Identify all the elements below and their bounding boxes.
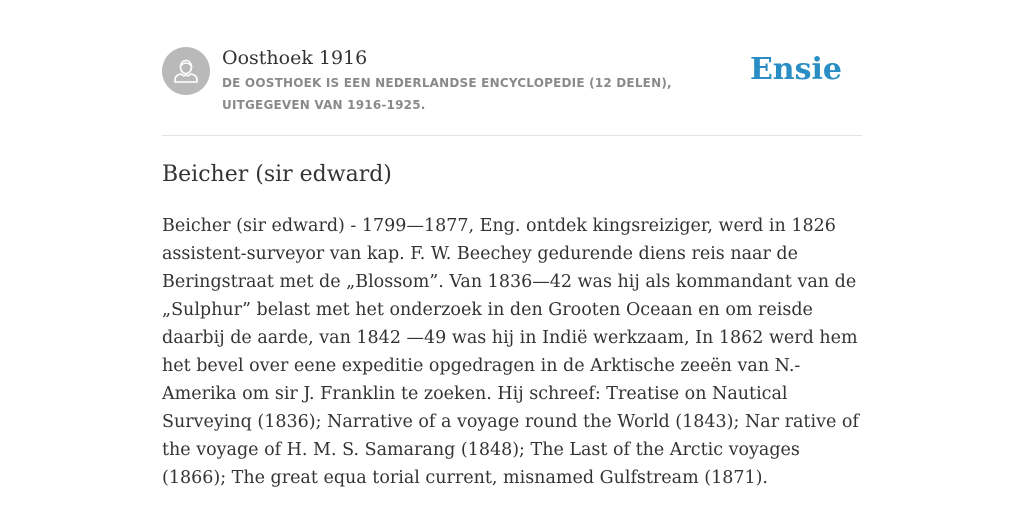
entry-title: Beicher (sir edward) bbox=[162, 162, 392, 187]
source-title[interactable]: Oosthoek 1916 bbox=[222, 47, 368, 69]
source-header bbox=[162, 46, 862, 136]
user-silhouette-icon bbox=[162, 47, 210, 95]
source-avatar[interactable] bbox=[162, 47, 210, 95]
header-divider bbox=[162, 135, 862, 136]
source-description: DE OOSTHOEK IS EEN NEDERLANDSE ENCYCLOPEDIE (12 DELEN), UITGEGEVEN VAN 1916-1925. bbox=[222, 76, 672, 112]
entry-body: Beicher (sir edward) - 1799—1877, Eng. ontdek kingsreiziger, werd in 1826 assistent-surveyor van kap. F. W. Beechey gedurende diens reis naar de Beringstraat met de „Blossom”. Van 1836—42 was hij als kommandant van de „Sulphur” belast met het onderzoek in den Grooten Oceaan en om reisde daarbij de aarde, van 1842 —49 was hij in Indië werkzaam, In 1862 werd hem het bevel over eene expeditie opgedragen in de Arktische zeeën van N.-Amerika om sir J. Franklin te zoeken. Hij schreef: Treatise on Nautical Surveyinq (1836); Narrative of a voyage round the World (1843); Nar rative of the voyage of H. M. S. Samarang (1848); The Last of the Arctic voyages (1866); The great equa torial current, misnamed Gulfstream (1871). bbox=[162, 216, 859, 488]
brand-logo[interactable]: Ensie bbox=[749, 52, 842, 87]
